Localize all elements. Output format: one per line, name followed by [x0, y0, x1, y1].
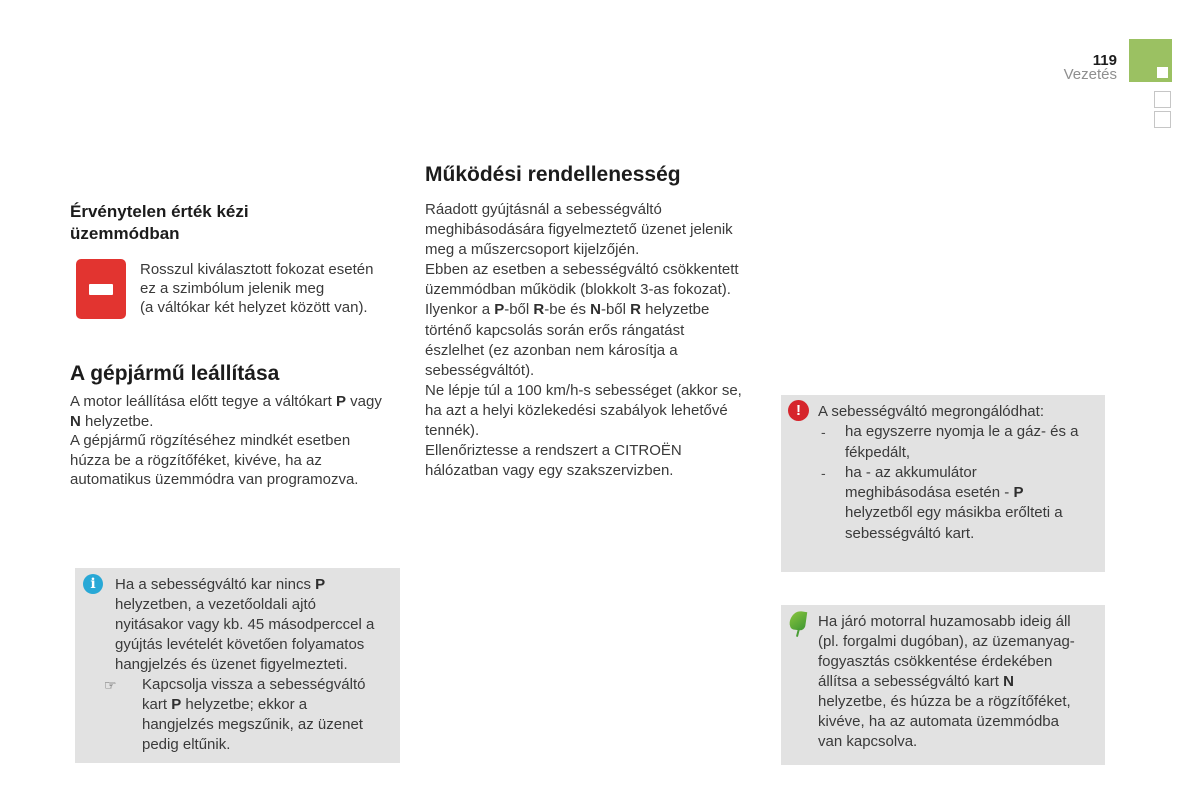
text-line: sebességváltót). — [425, 361, 535, 379]
text-line: helyzetben, a vezetőoldali ajtó — [115, 596, 316, 613]
text-line: gyújtás levételét követően folyamatos — [115, 636, 365, 653]
text-line: meghibásodására figyelmeztető üzenet jelenik — [425, 221, 733, 239]
text-line: meghibásodása esetén - P — [845, 484, 1024, 502]
text-line: Ha járó motorral huzamosabb ideig áll — [818, 613, 1071, 630]
eco-note-text — [818, 612, 1075, 752]
text-line: (a váltókar két helyzet között van). — [140, 299, 368, 316]
text-line: automatikus üzemmódra van programozva. — [70, 471, 359, 488]
dash-bullet: - — [821, 424, 826, 441]
text-line: nyitásakor vagy kb. 45 másodperccel a — [115, 616, 375, 633]
text-line: Rosszul kiválasztott fokozat esetén — [140, 261, 374, 278]
text-line: történő kapcsolás során erős rángatást — [425, 321, 685, 339]
text-line: Ráadott gyújtásnál a sebességváltó — [425, 201, 662, 218]
malfunction-text — [425, 200, 742, 481]
text-line: van kapcsolva. — [818, 733, 918, 750]
text-line: A gépjármű rögzítéséhez mindkét esetben — [70, 432, 351, 449]
invalid-value-heading — [70, 201, 249, 245]
text-line: Ha a sebességváltó kar nincs P — [115, 576, 326, 593]
text-line: helyzetbe, és húzza be a rögzítőféket, — [818, 693, 1071, 710]
text-line: Ilyenkor a P-ből R-be és N-ből R helyzetbe — [425, 301, 710, 319]
dash-bullet: - — [821, 464, 826, 481]
text-line: kart P helyzetbe; ekkor a — [142, 696, 308, 713]
text-line: sebességváltó kart. — [845, 524, 975, 542]
text-line: hangjelzés megszűnik, az üzenet — [142, 716, 363, 733]
text-line: A sebességváltó megrongálódhat: — [818, 403, 1044, 420]
text-line: kivéve, ha az automata üzemmódba — [818, 713, 1059, 730]
section-marker-notch — [1157, 67, 1168, 78]
text-line: meg a műszercsoport kijelzőjén. — [425, 241, 640, 259]
text-line: Ellenőriztesse a rendszert a CITROËN — [425, 442, 682, 460]
info-note-box — [75, 568, 400, 763]
text-line: ez a szimbólum jelenik meg — [140, 280, 325, 297]
text-line: ☞ Kapcsolja vissza a sebességváltó — [104, 676, 366, 693]
text-line: hálózatban vagy egy szakszervizben. — [425, 462, 674, 480]
minus-bar-icon — [89, 284, 113, 295]
leaf-stem — [796, 628, 800, 637]
text-line: üzemmódban — [70, 224, 180, 243]
page-number: 119 — [1092, 52, 1117, 69]
section-marker-empty-icon — [1154, 91, 1171, 108]
text-line: Ne lépje túl a 100 km/h-s sebességet (akkor se, — [425, 381, 742, 399]
pointer-hand-icon: ☞ — [104, 677, 117, 693]
text-line: A motor leállítása előtt tegye a váltókart P vagy — [70, 393, 382, 410]
eco-note-box — [781, 605, 1105, 765]
text-line: húzza be a rögzítőféket, kivéve, ha az — [70, 451, 322, 469]
text-line: Érvénytelen érték kézi — [70, 202, 249, 221]
text-line: üzemmódban működik (blokkolt 3-as fokozat). — [425, 281, 731, 299]
info-note-text — [104, 575, 375, 755]
text-line: Ebben az esetben a sebességváltó csökkentett — [425, 261, 739, 279]
text-line: fogyasztás csökkentése érdekében — [818, 653, 1053, 670]
warning-note-text — [818, 402, 1078, 544]
text-line: állítsa a sebességváltó kart N — [818, 673, 1014, 690]
text-line: pedig eltűnik. — [142, 736, 231, 753]
section-marker-empty-icon — [1154, 111, 1171, 128]
text-line: - ha - az akkumulátor — [818, 463, 1078, 483]
section-marker-icon — [1129, 39, 1172, 82]
text-line: N helyzetbe. — [70, 412, 154, 430]
text-line: észlelhet (ez azonban nem károsítja a — [425, 341, 678, 359]
malfunction-heading: Működési rendellenesség — [425, 163, 681, 186]
text-line: fékpedált, — [845, 443, 911, 461]
text-line: (pl. forgalmi dugóban), az üzemanyag- — [818, 633, 1075, 650]
invalid-value-text — [140, 260, 373, 317]
invalid-gear-icon — [76, 259, 126, 319]
text-line: helyzetből egy másikba erőlteti a — [845, 504, 1063, 522]
text-line: ha azt a helyi közlekedési szabályok lehetővé — [425, 401, 728, 419]
warning-icon: ! — [788, 400, 809, 421]
vehicle-stop-heading: A gépjármű leállítása — [70, 362, 280, 385]
info-icon: i — [83, 574, 103, 594]
text-line: hangjelzés és üzenet figyelmezteti. — [115, 656, 348, 673]
vehicle-stop-text — [70, 392, 382, 490]
eco-leaf-icon — [789, 611, 809, 637]
section-label: Vezetés — [1063, 66, 1117, 83]
warning-note-box — [781, 395, 1105, 572]
text-line: tennék). — [425, 422, 480, 440]
text-line: - ha egyszerre nyomja le a gáz- és a — [818, 422, 1078, 442]
